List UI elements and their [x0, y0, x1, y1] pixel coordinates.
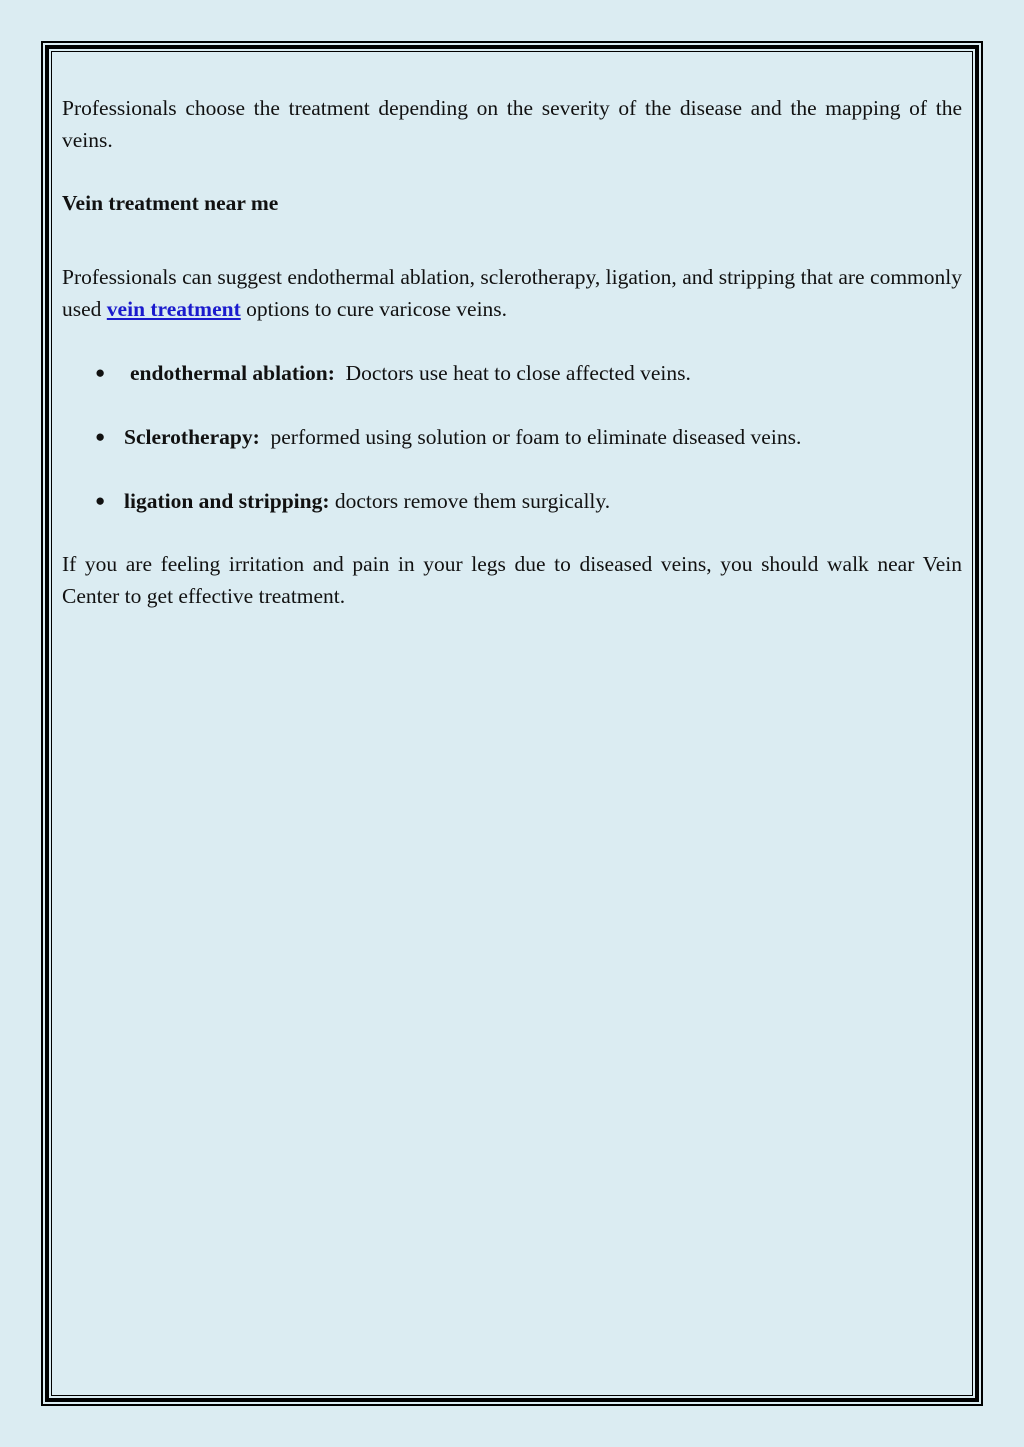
list-item-term: ligation and stripping:: [124, 489, 330, 513]
list-item-sclerotherapy: [62, 421, 962, 453]
list-item-term: Sclerotherapy:: [124, 425, 260, 449]
vein-treatment-link[interactable]: vein treatment: [106, 297, 241, 321]
bullet-icon: ●: [95, 491, 106, 510]
document-body: [62, 92, 962, 612]
closing-paragraph: If you are feeling irritation and pain in your legs due to diseased veins, you should walk near Vein Center to get effective treatment.: [62, 552, 962, 608]
treatment-options-paragraph: [62, 261, 962, 325]
list-item-description: performed using solution or foam to eliminate diseased veins.: [270, 425, 802, 449]
bullet-icon: ●: [95, 363, 106, 382]
list-item-ligation-stripping: [62, 485, 962, 517]
list-item-description: doctors remove them surgically.: [334, 489, 611, 513]
list-item-term: endothermal ablation:: [130, 361, 335, 385]
intro-paragraph: Professionals choose the treatment depending on the severity of the disease and the mapping of the veins.: [62, 96, 962, 152]
bullet-icon: ●: [95, 427, 106, 446]
paragraph-text-before-link: Professionals can suggest endothermal ablation, sclerotherapy, ligation, and stripping that are commonly used: [62, 265, 962, 321]
paragraph-text-after-link: options to cure varicose veins.: [240, 297, 508, 321]
treatment-list: [62, 357, 962, 517]
list-item-endothermal-ablation: [62, 357, 962, 389]
section-heading: Vein treatment near me: [62, 191, 279, 215]
list-item-description: Doctors use heat to close affected veins.: [345, 361, 691, 385]
